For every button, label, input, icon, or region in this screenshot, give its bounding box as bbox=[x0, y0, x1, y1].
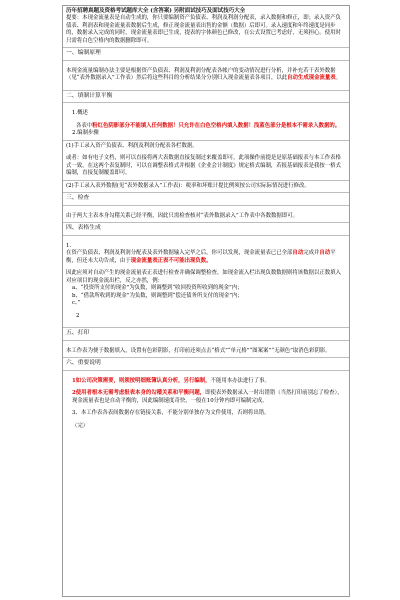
section-1-body bbox=[63, 61, 349, 91]
end-mark: （完） bbox=[72, 422, 89, 429]
section-4-body bbox=[63, 236, 349, 329]
step-2 bbox=[63, 181, 349, 194]
section-2-heading: 二、填制计算平衡 bbox=[63, 91, 349, 104]
generate-label-2: 2 bbox=[76, 312, 80, 319]
step-1-note: 或者：如有电子文档，则可以直接将两大表数据直接复制过来覆盖即可，此项操作前提是是原基础报表与本工作表格式一致，在这两个表复制时，可以在调整表格式并根据《企业会计制度》规定格式编制，若报基础报表是我按一格式编制，直接复制覆盖即可。 bbox=[66, 155, 341, 176]
step-1 bbox=[63, 141, 349, 181]
title-row bbox=[63, 6, 349, 48]
document-title: 历年招聘真题及资格考试题库大全 (含答案) 另附面试技巧及面试技巧大全 bbox=[66, 8, 246, 14]
note-2: 2使用者根本无需考虑报表本身的勾稽关系和平衡问题，即使表外数据录入一时出错错（当然打印前别忘了检查），现金流量表也是自动平衡的，因此编制速度奇快，一般在10分钟内即可编制完成。 bbox=[72, 390, 343, 404]
example-b: b、“借款所收到的现金”为负数，则调整到“偿还债务所支付的现金”内； bbox=[72, 292, 243, 299]
note-1: 1如公司决策需要，则须按明细账簿认真分析，另行编制，不能用本办法进行了事。 bbox=[72, 377, 270, 384]
step-2-text: (2)手工录入表外数据(见“表外数据录入”工作表)：税率和坏账计提比例须按公司实际际情况进行修改。 bbox=[66, 182, 310, 189]
section-3-heading: 三、检查 bbox=[63, 193, 349, 206]
overview-label: 1.概述 bbox=[72, 110, 88, 116]
section-6-body bbox=[63, 371, 349, 438]
section-5-body bbox=[63, 341, 349, 359]
instruction-document bbox=[62, 5, 350, 597]
auto-generate-note: 自动生成现金流量表 bbox=[287, 75, 336, 81]
section-2-overview bbox=[63, 103, 349, 141]
check-paragraph: 由于两大主表本身勾稽关系已经平衡，因此只需检查核对“表外数据录入”工作表中各数数据即可。 bbox=[66, 212, 298, 219]
section-6-heading: 六、重要说明 bbox=[63, 358, 349, 371]
overview-paragraph: 各表中粉红色阴影部分不能填入任何数据！只允许在白色空格内填入数据！浅蓝色部分是根本不需录入数据的。 bbox=[76, 122, 341, 129]
intro-paragraph: 提要：本现金流量表是自动生成的，你只要编制资产负债表、利润及利润分配表，录入数据和修正，即；录入资产负债表、利润表和现金流量表数据后生成，修正现金流量表出售的金额（数据）后即可。录入速度和年终速度是同步的，数据录入完成的同时，现金流量表即已生成，提表的字体颜色已修改，在公式设置已考虑好，无须担心。使用时只需将白色空格内的数据删除即可。 bbox=[66, 15, 341, 44]
generate-paragraph: 在资产负债表、利润及利润分配表及表外数据输入完毕之后，你可以发现，现金流量表已已全部自动完成并自动平衡，但还未大功告成，由于现金流量表正表不可能出现负数。 bbox=[66, 250, 336, 264]
generate-label: 1. bbox=[66, 242, 72, 249]
example-c: c、” bbox=[72, 300, 81, 306]
step-1-text: (1)手工录入资产负债表、利润及利润分配表各栏数据。 bbox=[66, 142, 198, 149]
section-4-heading: 四、表格生成 bbox=[63, 223, 349, 236]
section-5-heading: 五、打印 bbox=[63, 328, 349, 341]
section-1-heading: 一、编制原理 bbox=[63, 48, 349, 61]
adjust-paragraph: 因此应须对自动产生的现金流量表正表进行检查并确保调整检查，如现金流入栏出现负数数据则将该数据以正数填入对应项目的现金流出栏，反之亦然，例： bbox=[66, 270, 341, 284]
note-3: 3、本工作表各表间数据存在链接关系，不能分别单独存为文件使用，否则将出错。 bbox=[72, 410, 270, 416]
section-3-body bbox=[63, 206, 349, 224]
no-negative-warning: 现金流量表正表不可能出现负数。 bbox=[130, 257, 212, 264]
steps-label: 2.编制步骤 bbox=[72, 130, 99, 136]
print-paragraph: 本工作表为便于数据填入，设置有色彩阴影，打印前还须点击“格式”“单元格”“图案案”“无颜色”取消色彩阴影。 bbox=[66, 347, 331, 354]
example-a: a、“投资所支付的现金”为负数，则调整到“收回投资所收到的现金”内； bbox=[72, 285, 243, 291]
shaded-cells-warning: 粉红色阴影部分不能填入任何数据！只允许在白色空格内填入数据！浅蓝色部分是根本不需录入数据的。 bbox=[92, 122, 341, 129]
principle-paragraph: 本现金流量编制办法主要是根据资产负债表、利润及利润分配表各帐户的变动情况进行分析，并补充若干表外数据（见“表外数据录入”工作表）然后将这些科目的分析结果分分别归入现金流量表各项目，以此自动生成现金流量表。 bbox=[66, 67, 342, 81]
